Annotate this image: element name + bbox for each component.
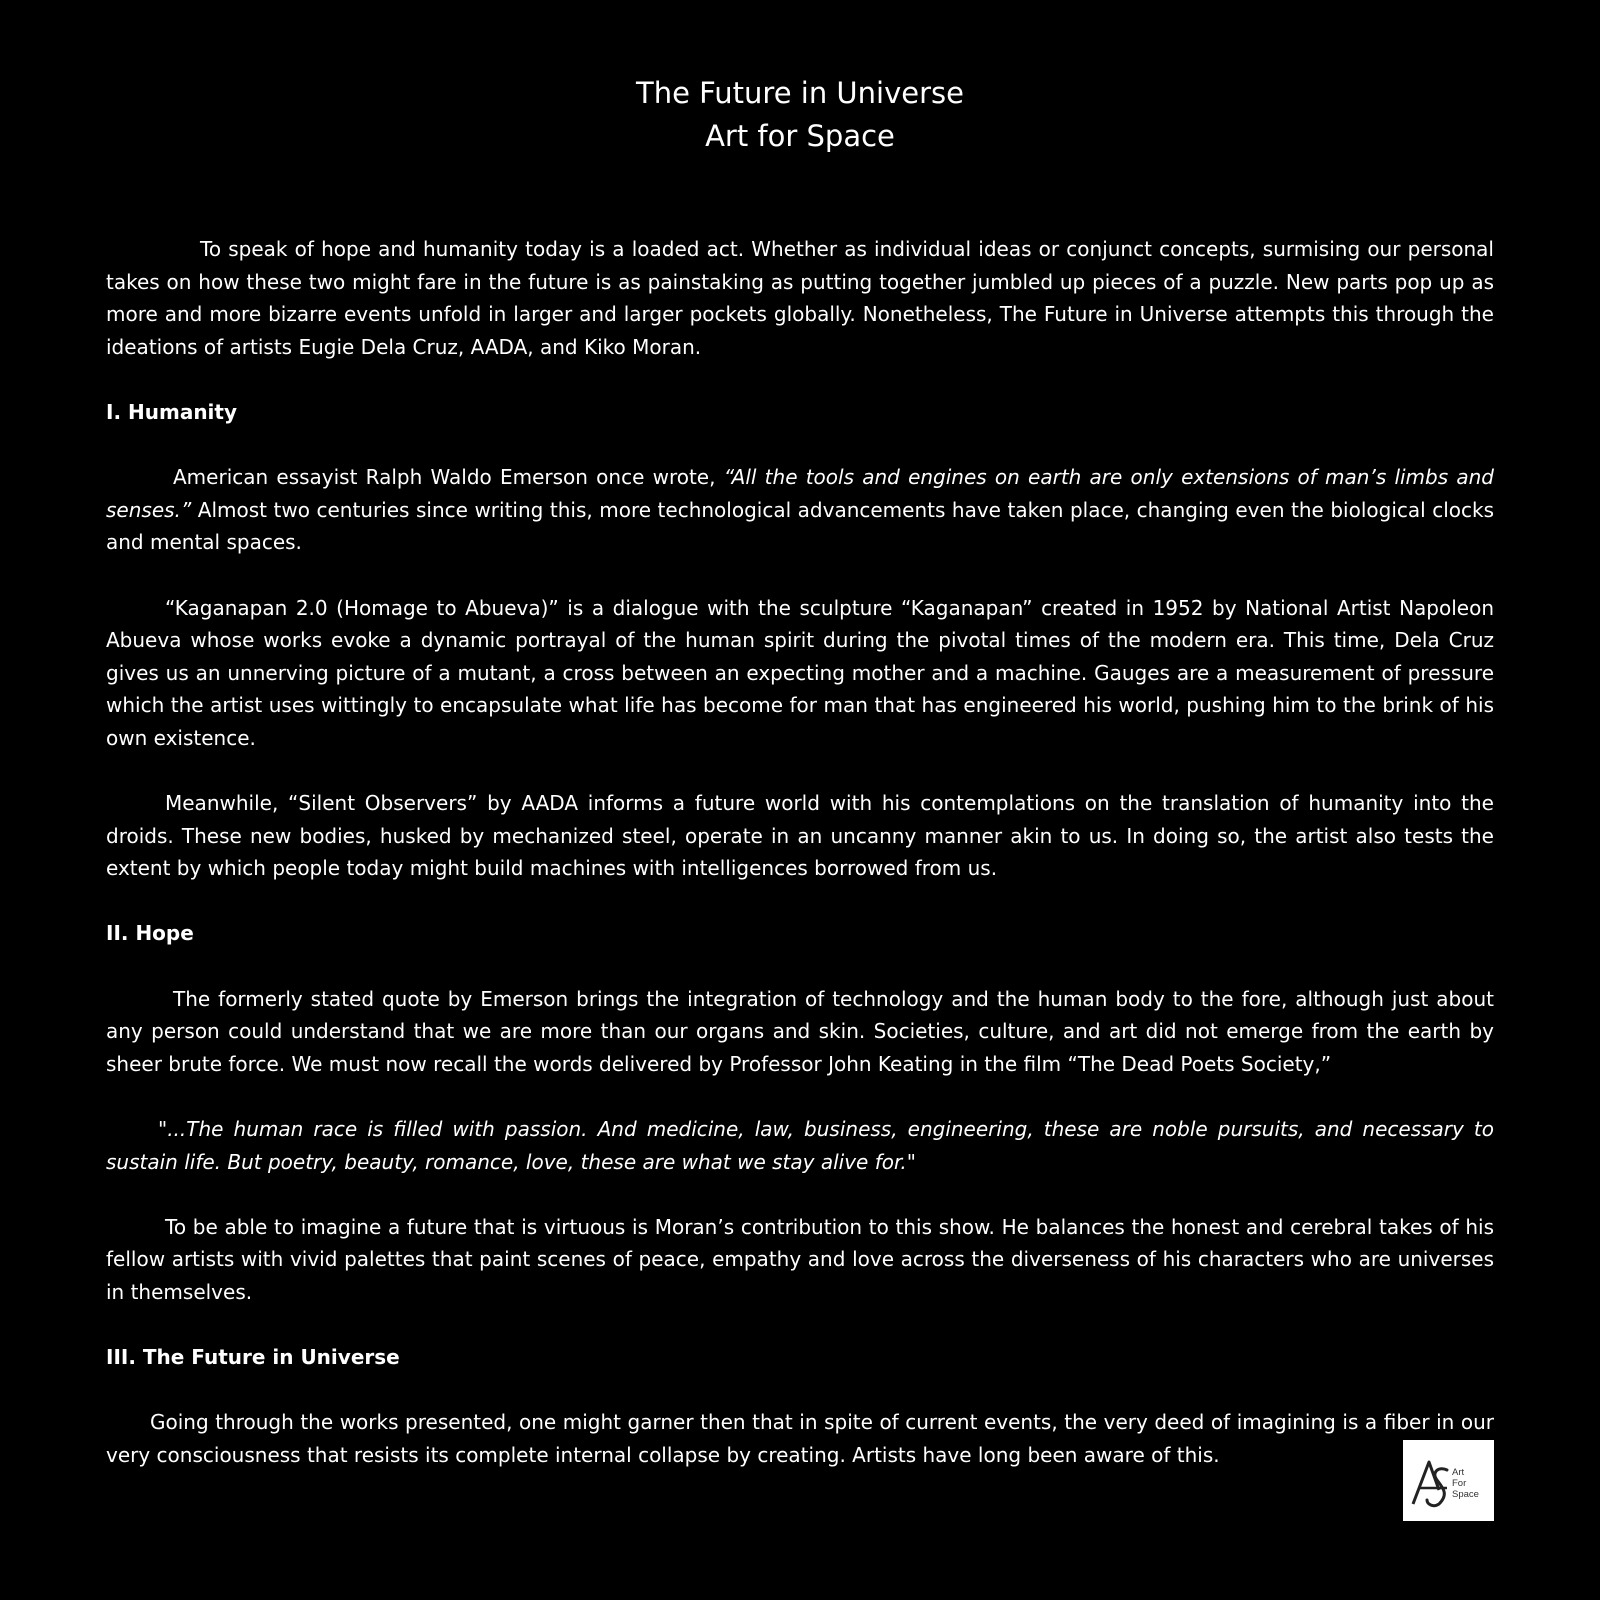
section-heading-humanity: I. Humanity xyxy=(106,399,238,424)
keating-quote xyxy=(106,1113,1494,1178)
logo-word-art: Art xyxy=(1452,1467,1465,1478)
section-heading-hope: II. Hope xyxy=(106,921,194,946)
logo-word-for: For xyxy=(1452,1478,1467,1489)
document-page xyxy=(106,72,1494,1472)
afs-monogram-icon xyxy=(1403,1440,1494,1521)
exhibition-title: The Future in Universe xyxy=(636,76,964,110)
keating-quote-text: "...The human race is filled with passion. And medicine, law, business, engineering, these are noble pursuits, and necessary to sustain life. But poetry, beauty, romance, love, these are what we stay alive for." xyxy=(106,1117,1494,1174)
humanity-paragraph-kaganapan: “Kaganapan 2.0 (Homage to Abueva)” is a dialogue with the sculpture “Kaganapan” created in 1952 by National Artist Napoleon Abueva whose works evoke a dynamic portrayal of the human spirit during the pivotal times of the modern era. This time, Dela Cruz gives us an unnerving picture of a mutant, a cross between an expecting mother and a machine. Gauges are a measurement of pressure which the artist uses wittingly to encapsulate what life has become for man that has engineered his world, pushing him to the brink of his own existence. xyxy=(106,595,1494,750)
emerson-quote: “All the tools and engines on earth are only extensions of man’s limbs and senses.” xyxy=(106,465,1495,522)
emerson-lead-text: American essayist Ralph Waldo Emerson once wrote, xyxy=(173,465,724,490)
future-paragraph: Going through the works presented, one might garner then that in spite of current events, the very deed of imagining is a fiber in our very consciousness that resists its complete internal collapse by creating. Artists have long been aware of this. xyxy=(106,1410,1494,1467)
document-body xyxy=(106,233,1494,1472)
humanity-paragraph-silent-observers: Meanwhile, “Silent Observers” by AADA informs a future world with his contemplations on the translation of humanity into the droids. These new bodies, husked by mechanized steel, operate in an uncanny manner akin to us. In doing so, the artist also tests the extent by which people today might build machines with intelligences borrowed from us. xyxy=(106,791,1494,881)
intro-paragraph: To speak of hope and humanity today is a loaded act. Whether as individual ideas or conjunct concepts, surmising our personal takes on how these two might fare in the future is as painstaking as putting together jumbled up pieces of a puzzle. New parts pop up as more and more bizarre events unfold in larger and larger pockets globally. Nonetheless, The Future in Universe attempts this through the ideations of artists Eugie Dela Cruz, AADA, and Kiko Moran. xyxy=(106,237,1494,359)
logo-word-space: Space xyxy=(1452,1489,1479,1500)
logo-wordmark xyxy=(1452,1467,1479,1500)
art-for-space-logo xyxy=(1403,1440,1494,1521)
hope-paragraph-emerson: The formerly stated quote by Emerson brings the integration of technology and the human body to the fore, although just about any person could understand that we are more than our organs and skin. Societies, culture, and art did not emerge from the earth by sheer brute force. We must now recall the words delivered by Professor John Keating in the film “The Dead Poets Society,” xyxy=(106,986,1494,1076)
hope-paragraph-moran: To be able to imagine a future that is virtuous is Moran’s contribution to this show. He balances the honest and cerebral takes of his fellow artists with vivid palettes that paint scenes of peace, empathy and love across the diverseness of his characters who are universes in themselves. xyxy=(106,1214,1494,1304)
organization-subtitle: Art for Space xyxy=(705,119,895,153)
section-heading-future-in-universe: III. The Future in Universe xyxy=(106,1345,400,1370)
emerson-rest-text: Almost two centuries since writing this, more technological advancements have taken place, changing even the biological clocks and mental spaces. xyxy=(106,497,1494,555)
document-title xyxy=(106,72,1494,158)
humanity-paragraph-emerson xyxy=(106,461,1494,559)
